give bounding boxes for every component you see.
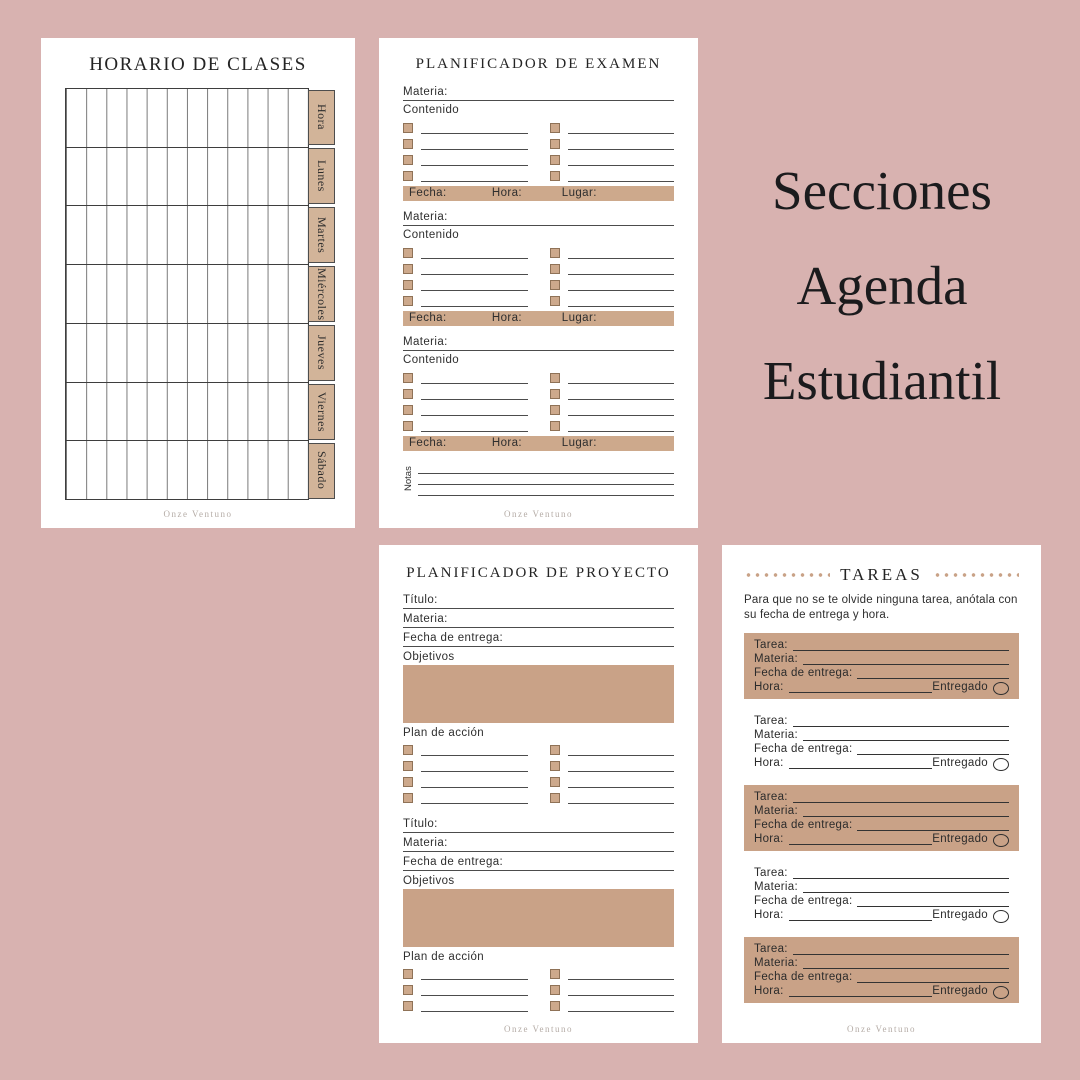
write-line xyxy=(789,844,933,845)
fecha-entrega-field xyxy=(754,819,1009,833)
main-title-line-1: Secciones xyxy=(772,160,992,221)
write-line xyxy=(568,431,675,432)
checklist-item xyxy=(403,150,528,166)
checklist-item xyxy=(403,259,528,275)
checklist-col xyxy=(550,118,675,182)
hora-field xyxy=(754,833,1009,847)
write-line xyxy=(568,755,675,756)
write-line xyxy=(568,165,675,166)
checkbox-icon xyxy=(403,405,413,415)
checklist-item xyxy=(403,134,528,150)
hora-field xyxy=(754,757,1009,771)
write-line xyxy=(789,768,933,769)
checklist-item xyxy=(550,756,675,772)
materia-field: Materia: xyxy=(403,613,674,628)
checklist-item xyxy=(403,400,528,416)
fecha-entrega-label: Fecha de entrega: xyxy=(754,971,853,984)
day-tab-miercoles: Miércoles xyxy=(308,266,335,322)
checklist-item xyxy=(403,291,528,307)
write-line xyxy=(568,383,675,384)
fecha-entrega-label: Fecha de entrega: xyxy=(754,895,853,908)
entregado-circle-icon xyxy=(993,758,1009,771)
write-line xyxy=(568,399,675,400)
main-title-line-2: Agenda xyxy=(796,255,968,316)
checklist-item xyxy=(403,740,528,756)
tarea-label: Tarea: xyxy=(754,867,788,880)
contenido-label: Contenido xyxy=(403,104,460,116)
examen-card xyxy=(379,38,698,528)
contenido-checklist xyxy=(403,243,674,307)
checklist-item xyxy=(403,275,528,291)
write-line xyxy=(421,415,528,416)
write-line xyxy=(568,274,675,275)
write-line xyxy=(421,383,528,384)
write-line xyxy=(418,474,674,485)
hora-label: Hora: xyxy=(491,312,522,324)
fecha-entrega-label: Fecha de entrega: xyxy=(754,819,853,832)
checklist-item xyxy=(550,964,675,980)
write-line xyxy=(789,692,933,693)
tarea-label: Tarea: xyxy=(754,943,788,956)
fecha-entrega-field: Fecha de entrega: xyxy=(403,856,674,871)
checklist-item xyxy=(550,740,675,756)
write-line xyxy=(803,968,1009,969)
notas-label: Notas xyxy=(403,466,414,491)
project-block-2 xyxy=(403,818,674,1012)
write-line xyxy=(568,181,675,182)
titulo-field: Título: xyxy=(403,594,674,609)
contenido-label: Contenido xyxy=(403,229,460,241)
entregado-circle-icon xyxy=(993,910,1009,923)
fecha-entrega-field xyxy=(754,895,1009,909)
checkbox-icon xyxy=(403,248,413,258)
checkbox-icon xyxy=(550,280,560,290)
checkbox-icon xyxy=(550,745,560,755)
schedule-row-martes xyxy=(66,206,308,265)
hora-field xyxy=(754,909,1009,923)
write-line xyxy=(421,274,528,275)
tarea-field xyxy=(754,715,1009,729)
write-line xyxy=(793,954,1009,955)
checkbox-icon xyxy=(550,1001,560,1011)
write-line xyxy=(421,133,528,134)
checklist-item xyxy=(550,368,675,384)
day-tabs xyxy=(308,88,335,500)
write-line xyxy=(789,920,933,921)
write-line xyxy=(568,979,675,980)
objetivos-box xyxy=(403,665,674,723)
entregado-circle-icon xyxy=(993,986,1009,999)
tarea-field xyxy=(754,639,1009,653)
fecha-entrega-field xyxy=(754,743,1009,757)
checkbox-icon xyxy=(403,389,413,399)
write-line xyxy=(568,258,675,259)
hora-label: Hora: xyxy=(754,833,784,846)
checklist-item xyxy=(550,275,675,291)
checklist-item xyxy=(550,259,675,275)
checkbox-icon xyxy=(550,373,560,383)
checkbox-icon xyxy=(403,155,413,165)
checkbox-icon xyxy=(550,296,560,306)
day-tab-viernes: Viernes xyxy=(308,384,335,440)
write-line xyxy=(857,906,1009,907)
write-line xyxy=(421,290,528,291)
fecha-entrega-field xyxy=(754,971,1009,985)
checklist-col xyxy=(550,964,675,1012)
fecha-entrega-label: Fecha de entrega: xyxy=(754,743,853,756)
materia-field: Materia: xyxy=(403,86,674,101)
plan-checklist xyxy=(403,964,674,1012)
write-line xyxy=(568,149,675,150)
schedule-row-jueves xyxy=(66,324,308,383)
materia-label: Materia: xyxy=(754,957,798,970)
write-line xyxy=(568,995,675,996)
write-line xyxy=(421,181,528,182)
brand-mark: Onze Ventuno xyxy=(503,509,574,519)
checklist-item xyxy=(550,980,675,996)
day-tab-lunes: Lunes xyxy=(308,148,335,204)
checkbox-icon xyxy=(550,123,560,133)
proyecto-title: PLANIFICADOR DE PROYECTO xyxy=(406,565,671,581)
fecha-entrega-field xyxy=(754,667,1009,681)
entregado-label: Entregado xyxy=(932,757,988,770)
task-block-3 xyxy=(744,785,1019,851)
task-block-2 xyxy=(744,709,1019,775)
schedule-grid xyxy=(65,88,335,500)
write-line xyxy=(421,149,528,150)
entregado-label: Entregado xyxy=(932,985,988,998)
contenido-checklist xyxy=(403,118,674,182)
checkbox-icon xyxy=(550,389,560,399)
checkbox-icon xyxy=(550,405,560,415)
schedule-row-lunes xyxy=(66,148,308,207)
write-line xyxy=(421,399,528,400)
checklist-col xyxy=(550,243,675,307)
checkbox-icon xyxy=(550,969,560,979)
lugar-label: Lugar: xyxy=(561,437,597,449)
checkbox-icon xyxy=(550,248,560,258)
schedule-row-cells xyxy=(66,148,308,206)
write-line xyxy=(421,258,528,259)
write-line xyxy=(421,771,528,772)
examen-title: PLANIFICADOR DE EXAMEN xyxy=(415,56,662,72)
checkbox-icon xyxy=(403,373,413,383)
materia-label: Materia: xyxy=(754,805,798,818)
materia-label: Materia: xyxy=(754,729,798,742)
write-line xyxy=(568,133,675,134)
schedule-row-miercoles xyxy=(66,265,308,324)
materia-field xyxy=(754,805,1009,819)
write-line xyxy=(568,803,675,804)
fecha-label: Fecha: xyxy=(409,312,447,324)
checkbox-icon xyxy=(550,985,560,995)
write-line xyxy=(857,754,1009,755)
write-line xyxy=(421,431,528,432)
plan-label: Plan de acción xyxy=(403,951,485,963)
day-tab-martes: Martes xyxy=(308,207,335,263)
materia-field xyxy=(754,653,1009,667)
checklist-item xyxy=(550,291,675,307)
checkbox-icon xyxy=(403,280,413,290)
materia-field: Materia: xyxy=(403,211,674,226)
plan-label: Plan de acción xyxy=(403,727,485,739)
schedule-row-cells xyxy=(66,324,308,382)
checkbox-icon xyxy=(550,761,560,771)
checklist-item xyxy=(403,964,528,980)
write-line xyxy=(421,1011,528,1012)
schedule-row-sabado xyxy=(66,441,308,499)
checkbox-icon xyxy=(550,777,560,787)
materia-label: Materia: xyxy=(754,881,798,894)
schedule-row-cells xyxy=(66,206,308,264)
lugar-label: Lugar: xyxy=(561,312,597,324)
horario-card xyxy=(41,38,355,528)
checkbox-icon xyxy=(403,777,413,787)
checklist-item xyxy=(403,788,528,804)
main-title-line-3: Estudiantil xyxy=(762,350,1002,411)
tarea-label: Tarea: xyxy=(754,791,788,804)
checklist-col xyxy=(403,368,528,432)
checklist-item xyxy=(550,243,675,259)
write-line xyxy=(857,982,1009,983)
exam-block-3 xyxy=(403,336,674,451)
checklist-item xyxy=(403,166,528,182)
checklist-col xyxy=(550,740,675,804)
schedule-cells xyxy=(65,88,309,500)
schedule-row-cells xyxy=(66,441,308,499)
checkbox-icon xyxy=(403,171,413,181)
fecha-label: Fecha: xyxy=(409,187,447,199)
materia-field: Materia: xyxy=(403,336,674,351)
checklist-item xyxy=(550,772,675,788)
checklist-col xyxy=(403,964,528,1012)
entregado-label: Entregado xyxy=(932,681,988,694)
schedule-row-cells xyxy=(66,265,308,323)
write-line xyxy=(857,678,1009,679)
tarea-field xyxy=(754,867,1009,881)
tareas-intro: Para que no se te olvide ninguna tarea, anótala con su fecha de entrega y hora. xyxy=(744,594,1018,622)
brand-mark: Onze Ventuno xyxy=(163,509,233,519)
tareas-title-row xyxy=(744,565,1019,585)
write-line xyxy=(803,740,1009,741)
checklist-col xyxy=(403,118,528,182)
checkbox-icon xyxy=(550,171,560,181)
checklist-item xyxy=(550,384,675,400)
hora-label: Hora: xyxy=(754,681,784,694)
write-line xyxy=(418,485,674,496)
lugar-label: Lugar: xyxy=(561,187,597,199)
checklist-col xyxy=(403,740,528,804)
write-line xyxy=(568,306,675,307)
checklist-item xyxy=(550,150,675,166)
proyecto-card xyxy=(379,545,698,1043)
write-line xyxy=(421,787,528,788)
write-line xyxy=(857,830,1009,831)
task-block-4 xyxy=(744,861,1019,927)
titulo-field: Título: xyxy=(403,818,674,833)
write-line xyxy=(421,995,528,996)
tarea-field xyxy=(754,943,1009,957)
checkbox-icon xyxy=(403,761,413,771)
checklist-item xyxy=(403,384,528,400)
write-line xyxy=(568,771,675,772)
objetivos-box xyxy=(403,889,674,947)
task-block-1 xyxy=(744,633,1019,699)
entregado-circle-icon xyxy=(993,682,1009,695)
write-line xyxy=(568,415,675,416)
tareas-title: TAREAS xyxy=(840,565,923,584)
hora-label: Hora: xyxy=(754,757,784,770)
schedule-row-cells xyxy=(66,383,308,441)
write-line xyxy=(421,979,528,980)
checkbox-icon xyxy=(550,155,560,165)
write-line xyxy=(793,650,1009,651)
horario-title: HORARIO DE CLASES xyxy=(89,54,307,75)
checklist-item xyxy=(403,416,528,432)
materia-field xyxy=(754,881,1009,895)
day-tab-hora: Hora xyxy=(308,90,335,146)
fecha-hora-lugar-bar xyxy=(403,436,674,451)
schedule-row-viernes xyxy=(66,383,308,442)
checklist-item xyxy=(403,118,528,134)
write-line xyxy=(421,803,528,804)
checklist-col xyxy=(550,368,675,432)
checklist-item xyxy=(403,996,528,1012)
notas-section xyxy=(403,461,674,496)
write-line xyxy=(803,816,1009,817)
schedule-row-hora xyxy=(66,89,308,148)
write-line xyxy=(568,787,675,788)
checklist-item xyxy=(550,166,675,182)
write-line xyxy=(793,878,1009,879)
write-line xyxy=(803,664,1009,665)
write-line xyxy=(789,996,933,997)
fecha-entrega-field: Fecha de entrega: xyxy=(403,632,674,647)
checkbox-icon xyxy=(403,985,413,995)
write-line xyxy=(421,306,528,307)
checklist-item xyxy=(403,368,528,384)
checklist-item xyxy=(550,118,675,134)
checklist-item xyxy=(550,134,675,150)
checklist-item xyxy=(403,756,528,772)
tarea-label: Tarea: xyxy=(754,639,788,652)
contenido-label: Contenido xyxy=(403,354,460,366)
exam-block-1 xyxy=(403,86,674,201)
hora-label: Hora: xyxy=(754,909,784,922)
entregado-label: Entregado xyxy=(932,909,988,922)
write-line xyxy=(793,802,1009,803)
materia-label: Materia: xyxy=(754,653,798,666)
checklist-item xyxy=(550,416,675,432)
main-title xyxy=(700,143,1064,428)
day-tab-sabado: Sábado xyxy=(308,443,335,499)
materia-field: Materia: xyxy=(403,837,674,852)
brand-mark: Onze Ventuno xyxy=(503,1024,574,1034)
entregado-circle-icon xyxy=(993,834,1009,847)
objetivos-label: Objetivos xyxy=(403,875,455,887)
project-block-1 xyxy=(403,594,674,804)
write-line xyxy=(803,892,1009,893)
checkbox-icon xyxy=(403,264,413,274)
dotted-divider-right xyxy=(933,573,1019,577)
checkbox-icon xyxy=(403,139,413,149)
checkbox-icon xyxy=(550,421,560,431)
write-line xyxy=(421,755,528,756)
fecha-hora-lugar-bar xyxy=(403,311,674,326)
brand-mark: Onze Ventuno xyxy=(846,1024,917,1034)
checkbox-icon xyxy=(403,421,413,431)
materia-field xyxy=(754,957,1009,971)
checklist-item xyxy=(550,400,675,416)
fecha-hora-lugar-bar xyxy=(403,186,674,201)
checkbox-icon xyxy=(403,123,413,133)
objetivos-label: Objetivos xyxy=(403,651,455,663)
checkbox-icon xyxy=(403,745,413,755)
checkbox-icon xyxy=(403,296,413,306)
checklist-item xyxy=(403,980,528,996)
day-tab-jueves: Jueves xyxy=(308,325,335,381)
task-block-5 xyxy=(744,937,1019,1003)
schedule-row-cells xyxy=(66,89,308,147)
hora-field xyxy=(754,681,1009,695)
checklist-col xyxy=(403,243,528,307)
hora-label: Hora: xyxy=(491,187,522,199)
checklist-item xyxy=(403,772,528,788)
checklist-item xyxy=(550,996,675,1012)
write-line xyxy=(793,726,1009,727)
tareas-card xyxy=(722,545,1041,1043)
write-line xyxy=(418,463,674,474)
hora-field xyxy=(754,985,1009,999)
materia-field xyxy=(754,729,1009,743)
write-line xyxy=(421,165,528,166)
write-line xyxy=(568,1011,675,1012)
notas-lines xyxy=(418,461,674,496)
checkbox-icon xyxy=(403,1001,413,1011)
checkbox-icon xyxy=(550,264,560,274)
tarea-field xyxy=(754,791,1009,805)
dotted-divider-left xyxy=(744,573,830,577)
checkbox-icon xyxy=(403,969,413,979)
checkbox-icon xyxy=(550,793,560,803)
fecha-entrega-label: Fecha de entrega: xyxy=(754,667,853,680)
hora-label: Hora: xyxy=(754,985,784,998)
hora-label: Hora: xyxy=(491,437,522,449)
fecha-label: Fecha: xyxy=(409,437,447,449)
checkbox-icon xyxy=(403,793,413,803)
exam-block-2 xyxy=(403,211,674,326)
write-line xyxy=(568,290,675,291)
plan-checklist xyxy=(403,740,674,804)
tarea-label: Tarea: xyxy=(754,715,788,728)
checklist-item xyxy=(550,788,675,804)
checklist-item xyxy=(403,243,528,259)
entregado-label: Entregado xyxy=(932,833,988,846)
checkbox-icon xyxy=(550,139,560,149)
contenido-checklist xyxy=(403,368,674,432)
